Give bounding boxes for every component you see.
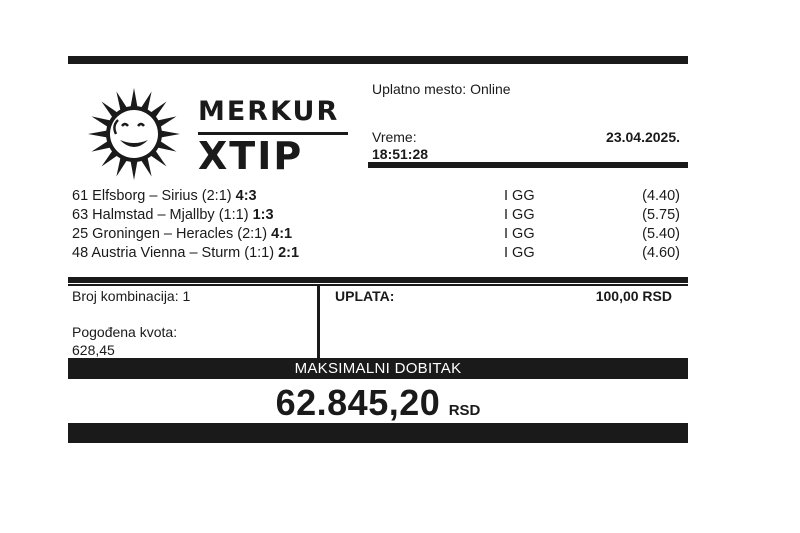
payout-label: MAKSIMALNI DOBITAK (294, 360, 462, 377)
bet-row (72, 245, 684, 263)
bet-number: 25 (72, 226, 89, 242)
combinations-line (72, 288, 190, 304)
bet-teams: Elfsborg – Sirius (92, 188, 198, 204)
bet-match (72, 188, 257, 204)
bet-tip: I GG (504, 245, 535, 261)
payout-banner (68, 358, 688, 379)
bet-row (72, 207, 684, 225)
bottom-border (68, 423, 688, 443)
bet-result: 2:1 (278, 245, 300, 261)
location-label: Uplatno mesto: (372, 81, 467, 97)
bet-ticket (68, 56, 688, 444)
bet-result: 1:3 (252, 207, 274, 223)
bet-halftime: (2:1) (201, 188, 232, 204)
bet-odd: (4.40) (642, 188, 680, 204)
bet-tip: I GG (504, 188, 535, 204)
bet-row (72, 226, 684, 244)
summary-top-border (68, 277, 688, 283)
bet-result: 4:1 (271, 226, 293, 242)
stake-value: 100,00 RSD (595, 288, 672, 304)
bet-result: 4:3 (235, 188, 257, 204)
sun-face-icon (78, 86, 190, 182)
bet-match (72, 207, 274, 223)
bet-halftime: (2:1) (237, 226, 268, 242)
bet-odd: (5.75) (642, 207, 680, 223)
location-value: Online (470, 81, 511, 97)
bet-teams: Halmstad – Mjallby (92, 207, 215, 223)
bet-halftime: (1:1) (218, 207, 249, 223)
bet-tip: I GG (504, 207, 535, 223)
brand-logo (78, 86, 348, 182)
bet-row (72, 188, 684, 206)
combinations-label: Broj kombinacija: (72, 288, 179, 304)
bet-match (72, 226, 292, 242)
payout-currency: RSD (448, 402, 481, 419)
bet-teams: Austria Vienna – Sturm (91, 245, 241, 261)
payout-amount-line (68, 382, 688, 424)
time-label: Vreme: (372, 129, 417, 145)
bet-teams: Groningen – Heracles (92, 226, 234, 242)
bet-number: 48 (72, 245, 89, 261)
bet-number: 61 (72, 188, 89, 204)
header-underline (368, 162, 688, 168)
odds-value: 628,45 (72, 342, 115, 358)
bet-odd: (5.40) (642, 226, 680, 242)
bet-odd: (4.60) (642, 245, 680, 261)
bet-halftime: (1:1) (244, 245, 275, 261)
summary-top-thin (68, 284, 688, 286)
combinations-value: 1 (182, 288, 191, 304)
time-value: 18:51:28 (372, 146, 429, 162)
odds-label: Pogođena kvota: (72, 324, 178, 340)
bet-number: 63 (72, 207, 89, 223)
payout-amount: 62.845,20 (275, 382, 441, 423)
bet-tip: I GG (504, 226, 535, 242)
brand-name-merkur: MERKUR (198, 96, 340, 127)
location-line (372, 81, 511, 97)
summary-divider (317, 284, 320, 358)
date-value: 23.04.2025. (606, 129, 680, 145)
brand-name-xtip: XTIP (198, 134, 304, 178)
bet-match (72, 245, 299, 261)
stake-label: UPLATA: (335, 288, 395, 304)
top-border (68, 56, 688, 64)
